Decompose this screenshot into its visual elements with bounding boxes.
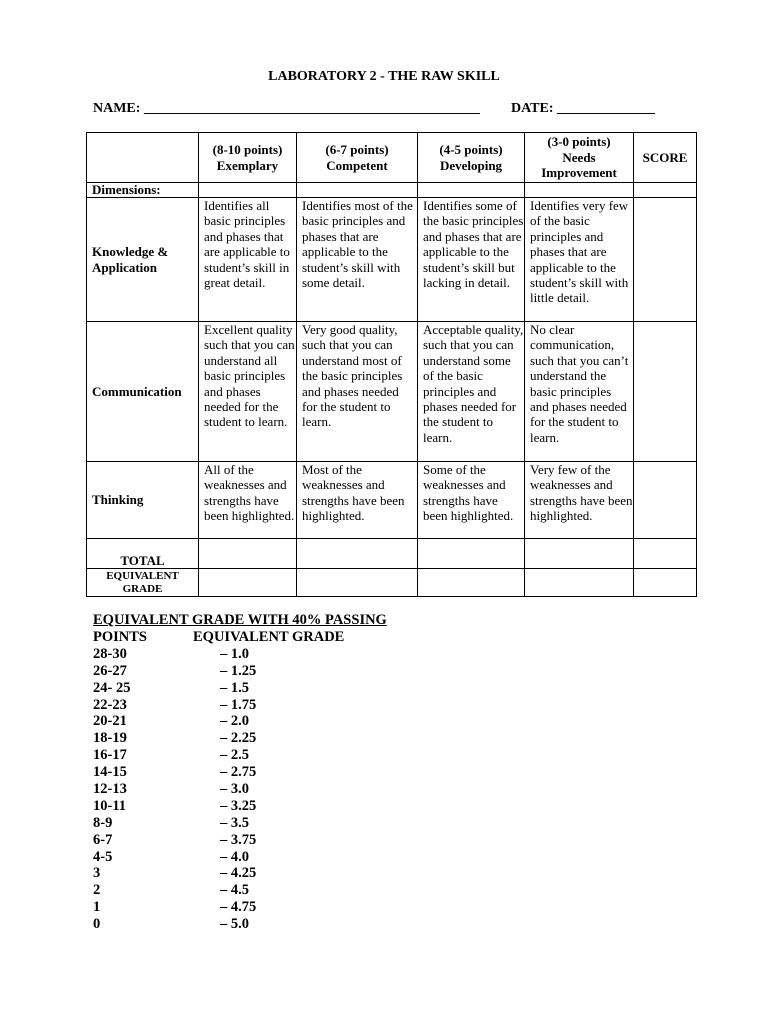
grade-value: – 2.5 (220, 747, 249, 764)
equivalent-grade-cell (634, 569, 697, 597)
grade-value: – 4.75 (220, 899, 257, 916)
grade-points: 14-15 (93, 764, 127, 781)
grade-points: 26-27 (93, 662, 127, 679)
grade-points: 18-19 (93, 730, 127, 747)
empty-cell (418, 183, 525, 198)
document-title: LABORATORY 2 - THE RAW SKILL (268, 69, 500, 84)
equivalent-grade-cell (199, 569, 297, 597)
equivalent-grade-cell (418, 569, 525, 597)
grade-value: – 2.25 (220, 730, 257, 747)
points-column-header: POINTS (93, 629, 147, 645)
grade-value: – 1.75 (220, 696, 257, 713)
rubric-row-knowledge (87, 198, 697, 322)
total-cell (525, 539, 634, 569)
grade-points: 3 (93, 865, 101, 882)
empty-cell (525, 183, 634, 198)
equivalent-grade-label: EQUIVALENT GRADE (87, 569, 199, 597)
score-cell (634, 462, 697, 539)
equivalent-grade-cell (297, 569, 418, 597)
header-label: Competent (326, 157, 388, 173)
total-cell (418, 539, 525, 569)
rubric-table (86, 132, 697, 597)
dimension-label: Communication (87, 322, 199, 462)
dimensions-row (87, 183, 697, 198)
header-points: (8-10 points) (212, 142, 283, 158)
header-needs-improvement (525, 133, 634, 183)
grade-value: – 3.75 (220, 831, 257, 848)
grade-column-header: EQUIVALENT GRADE (193, 629, 345, 645)
header-score: SCORE (634, 133, 697, 183)
grade-value: – 2.0 (220, 713, 249, 730)
criteria-cell: Identifies all basic principles and phases that are applicable to student’s skill in great detail. (199, 198, 297, 322)
score-cell (634, 322, 697, 462)
score-cell (634, 198, 697, 322)
grade-points: 1 (93, 899, 101, 916)
equivalent-grade-cell (525, 569, 634, 597)
header-exemplary (199, 133, 297, 183)
criteria-cell: Identifies most of the basic principles and phases that are applicable to the student’s skill with some detail. (297, 198, 418, 322)
grade-points: 10-11 (93, 797, 127, 814)
grade-value: – 3.5 (220, 814, 249, 831)
criteria-cell: All of the weaknesses and strengths have been highlighted. (199, 462, 297, 539)
header-label: Exemplary (216, 157, 279, 173)
grade-value: – 2.75 (220, 764, 257, 781)
grade-value: – 3.25 (220, 797, 257, 814)
grade-points: 2 (93, 882, 101, 899)
date-field: DATE: ______________ (511, 101, 656, 116)
equivalent-grade-row (87, 569, 697, 597)
total-row (87, 539, 697, 569)
grade-points: 20-21 (93, 713, 127, 730)
grade-points: 24- 25 (93, 679, 131, 696)
grade-value: – 4.5 (220, 882, 249, 899)
grade-points: 16-17 (93, 747, 127, 764)
grade-points: 8-9 (93, 814, 113, 831)
criteria-cell: Most of the weaknesses and strengths have been highlighted. (297, 462, 418, 539)
header-points: (4-5 points) (439, 142, 503, 158)
grade-points: 0 (93, 916, 101, 933)
empty-cell (199, 183, 297, 198)
grade-value: – 4.25 (220, 865, 257, 882)
total-cell (199, 539, 297, 569)
grade-points: 28-30 (93, 645, 127, 662)
rubric-row-communication (87, 322, 697, 462)
criteria-cell: Excellent quality such that you can understand all basic principles and phases needed for the student to learn. (199, 322, 297, 462)
grade-points: 4-5 (93, 848, 113, 865)
rubric-row-thinking (87, 462, 697, 539)
header-points: (3-0 points) (547, 134, 611, 150)
grade-points: 6-7 (93, 831, 113, 848)
grade-points: 22-23 (93, 696, 127, 713)
header-label: Developing (439, 157, 503, 173)
header-points: (6-7 points) (325, 142, 389, 158)
criteria-cell: Identifies very few of the basic principles and phases that are applicable to the student’s skill with little detail. (525, 198, 634, 322)
grade-value: – 1.5 (220, 679, 249, 696)
header-competent (297, 133, 418, 183)
rubric-header-row (87, 133, 697, 183)
total-cell (634, 539, 697, 569)
grade-value: – 5.0 (220, 916, 249, 933)
criteria-cell: Very good quality, such that you can understand most of the basic principles and phases needed for the student to learn. (297, 322, 418, 462)
total-cell (297, 539, 418, 569)
dimension-label: Knowledge & Application (87, 198, 199, 322)
grade-value: – 1.0 (220, 645, 249, 662)
grade-value: – 1.25 (220, 662, 257, 679)
dimension-label: Thinking (87, 462, 199, 539)
criteria-cell: Very few of the weaknesses and strengths have been highlighted. (525, 462, 634, 539)
empty-cell (634, 183, 697, 198)
grade-value: – 3.0 (220, 781, 249, 798)
grade-value: – 4.0 (220, 848, 249, 865)
criteria-cell: Some of the weaknesses and strengths have been highlighted. (418, 462, 525, 539)
header-developing (418, 133, 525, 183)
grade-points: 12-13 (93, 781, 127, 798)
criteria-cell: Acceptable quality, such that you can understand some of the basic principles and phases needed for the student to learn. (418, 322, 525, 462)
header-label: Needs Improvement (541, 149, 617, 181)
criteria-cell: No clear communication, such that you can’t understand the basic principles and phases needed for the student to learn. (525, 322, 634, 462)
empty-cell (297, 183, 418, 198)
equivalent-grade-heading: EQUIVALENT GRADE WITH 40% PASSING (93, 612, 387, 628)
name-field: NAME: ________________________________________________ (93, 101, 480, 116)
rubric-corner-cell (87, 133, 199, 183)
criteria-cell: Identifies some of the basic principles and phases that are applicable to the student’s skill but lacking in detail. (418, 198, 525, 322)
total-label: TOTAL (87, 539, 199, 569)
dimensions-label: Dimensions: (87, 183, 199, 198)
